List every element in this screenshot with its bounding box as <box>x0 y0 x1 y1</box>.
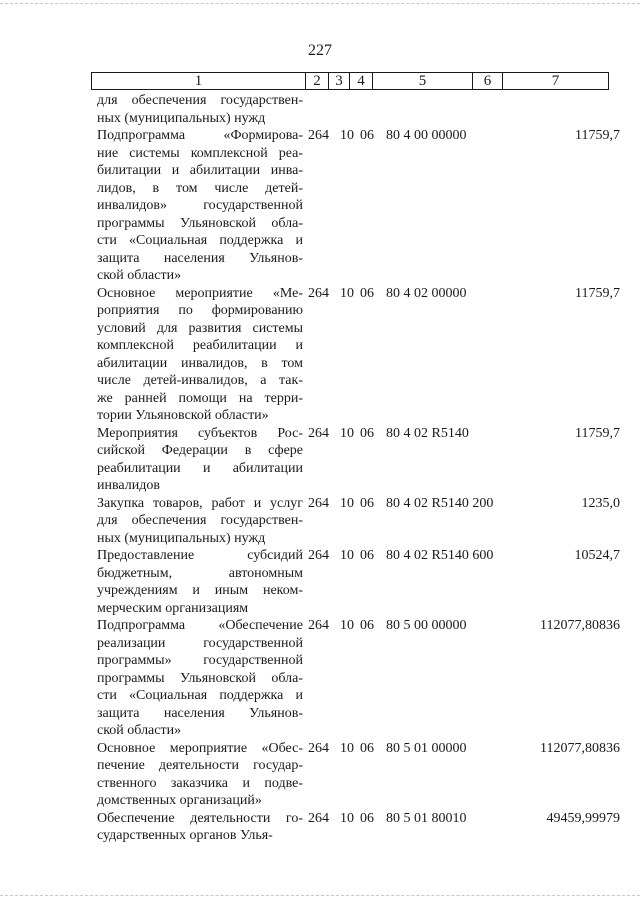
description-line: Мероприятия субъектов Рос- <box>97 425 303 441</box>
description-line: тории Ульяновской области» <box>97 408 269 423</box>
description-line: числе детей-инвалидов, а так- <box>97 373 303 388</box>
subsection-code: 06 <box>360 425 374 441</box>
description-line: печение деятельности государ- <box>97 758 303 773</box>
description-line: бюджетным, автономным <box>97 565 303 581</box>
table-row <box>0 547 640 617</box>
budget-table-body <box>0 92 640 845</box>
table-row <box>0 127 640 285</box>
table-row <box>0 495 640 548</box>
target-article-code: 80 5 01 80010 <box>386 810 467 826</box>
subsection-code: 06 <box>360 618 374 633</box>
column-header-1: 1 <box>92 73 306 90</box>
table-row <box>0 617 640 740</box>
description-line: ние системы комплексной реа- <box>97 145 303 161</box>
description-line: ных (муниципальных) нужд <box>97 530 266 546</box>
table-row <box>0 92 640 127</box>
row-description <box>97 617 303 740</box>
column-header-4: 4 <box>350 73 373 90</box>
column-header-7: 7 <box>503 73 609 90</box>
row-description <box>97 547 303 617</box>
subsection-code: 06 <box>360 285 374 301</box>
description-line: программы Ульяновской обла- <box>97 670 303 686</box>
description-line: реабилитации и абилитации <box>97 460 303 476</box>
scan-edge-bottom <box>0 895 640 896</box>
amount: 10524,7 <box>574 548 620 563</box>
description-line: домственных организаций» <box>97 793 262 808</box>
ministry-code: 264 <box>308 548 329 563</box>
amount: 112077,80836 <box>540 740 620 756</box>
description-line: программы Ульяновской обла- <box>97 215 303 231</box>
description-line: билитации и абилитации инва- <box>97 163 303 178</box>
ministry-code: 264 <box>308 618 329 633</box>
amount: 1235,0 <box>581 495 620 511</box>
description-line: ской области» <box>97 268 182 283</box>
ministry-code: 264 <box>308 740 329 756</box>
amount: 11759,7 <box>575 285 620 301</box>
scan-edge-top <box>0 3 640 4</box>
table-row <box>0 425 640 495</box>
description-line: Предоставление субсидий <box>97 548 303 563</box>
subsection-code: 06 <box>360 548 374 563</box>
table-row <box>0 810 640 845</box>
column-header-5: 5 <box>373 73 473 90</box>
target-article-code: 80 4 02 00000 <box>386 285 467 301</box>
description-line: инвалидов» государственной <box>97 198 303 213</box>
target-article-code: 80 4 00 00000 <box>386 128 467 143</box>
description-line: программы» государственной <box>97 653 303 668</box>
table-row <box>0 285 640 425</box>
description-line: инвалидов <box>97 478 160 493</box>
section-code: 10 <box>340 128 354 143</box>
description-line: ственного заказчика и подве- <box>97 775 303 791</box>
description-line: комплексной реабилитации и <box>97 338 303 353</box>
ministry-code: 264 <box>308 128 329 143</box>
row-description <box>97 495 303 548</box>
description-line: условий для развития системы <box>97 320 303 336</box>
target-article-code: 80 4 02 R5140 200 <box>386 495 494 511</box>
row-description <box>97 425 303 495</box>
subsection-code: 06 <box>360 495 374 511</box>
description-line: же ранней помощи на терри- <box>97 390 303 406</box>
target-article-code: 80 4 02 R5140 <box>386 425 469 441</box>
description-line: ных (муниципальных) нужд <box>97 110 266 126</box>
description-line: Закупка товаров, работ и услуг <box>97 495 303 511</box>
row-description <box>97 285 303 425</box>
description-line: защита населения Ульянов- <box>97 705 303 721</box>
description-line: Обеспечение деятельности го- <box>97 810 303 826</box>
amount: 11759,7 <box>575 425 620 441</box>
column-header-row <box>92 73 609 90</box>
description-line: Основное мероприятие «Ме- <box>97 285 303 301</box>
column-header-6: 6 <box>473 73 503 90</box>
description-line: Основное мероприятие «Обес- <box>97 740 303 756</box>
amount: 11759,7 <box>575 128 620 143</box>
section-code: 10 <box>340 740 354 756</box>
description-line: абилитации инвалидов, в том <box>97 355 303 371</box>
description-line: для обеспечения государствен- <box>97 93 303 108</box>
description-line: защита населения Ульянов- <box>97 250 303 266</box>
section-code: 10 <box>340 495 354 511</box>
row-description <box>97 92 303 127</box>
section-code: 10 <box>340 810 354 826</box>
description-line: сударственных органов Улья- <box>97 828 273 843</box>
description-line: реализации государственной <box>97 635 303 651</box>
description-line: сти «Социальная поддержка и <box>97 688 303 703</box>
column-header-table <box>91 72 609 90</box>
description-line: сти «Социальная поддержка и <box>97 233 303 248</box>
row-description <box>97 810 303 845</box>
description-line: учреждениям и иным неком- <box>97 583 303 598</box>
amount: 49459,99979 <box>546 810 620 826</box>
description-line: сийской Федерации в сфере <box>97 443 303 458</box>
description-line: роприятия по формированию <box>97 303 303 318</box>
description-line: мерческим организациям <box>97 600 249 616</box>
ministry-code: 264 <box>308 285 329 301</box>
subsection-code: 06 <box>360 810 374 826</box>
column-header-3: 3 <box>329 73 350 90</box>
column-header-2: 2 <box>306 73 329 90</box>
description-line: Подпрограмма «Формирова- <box>97 128 303 143</box>
ministry-code: 264 <box>308 810 329 826</box>
section-code: 10 <box>340 548 354 563</box>
description-line: лидов, в том числе детей- <box>97 180 303 196</box>
row-description <box>97 740 303 810</box>
table-row <box>0 740 640 810</box>
description-line: Подпрограмма «Обеспечение <box>97 618 303 633</box>
ministry-code: 264 <box>308 425 329 441</box>
row-description <box>97 127 303 285</box>
target-article-code: 80 5 00 00000 <box>386 618 467 633</box>
page-number: 227 <box>308 42 332 59</box>
section-code: 10 <box>340 425 354 441</box>
target-article-code: 80 5 01 00000 <box>386 740 467 756</box>
subsection-code: 06 <box>360 128 374 143</box>
amount: 112077,80836 <box>540 618 620 633</box>
ministry-code: 264 <box>308 495 329 511</box>
description-line: для обеспечения государствен- <box>97 513 303 528</box>
section-code: 10 <box>340 618 354 633</box>
description-line: ской области» <box>97 723 182 738</box>
target-article-code: 80 4 02 R5140 600 <box>386 548 494 563</box>
subsection-code: 06 <box>360 740 374 756</box>
section-code: 10 <box>340 285 354 301</box>
